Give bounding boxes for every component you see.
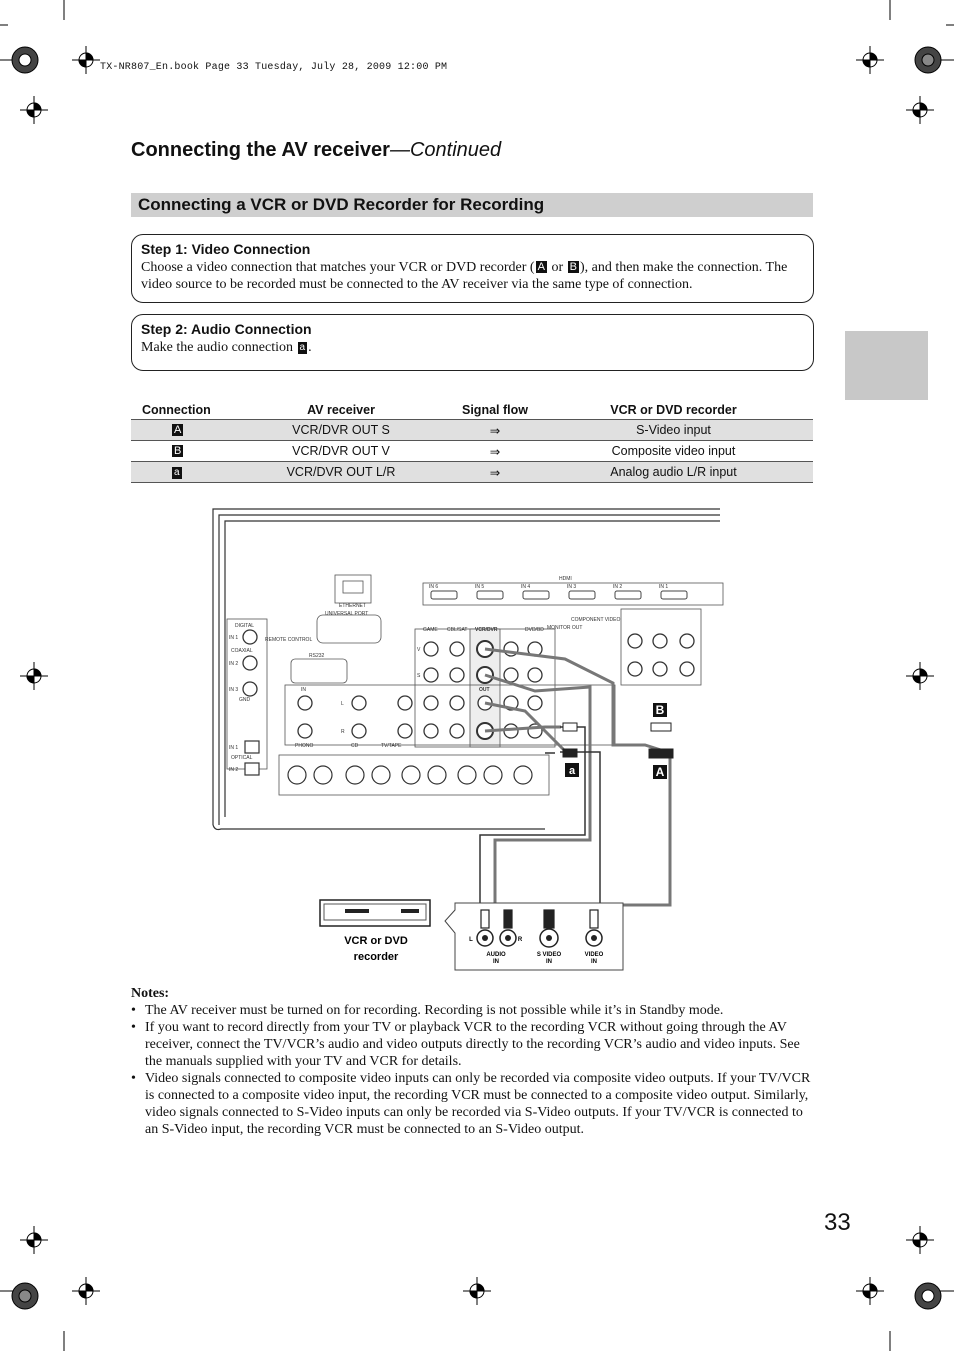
table-key-badge: A: [174, 424, 182, 436]
page-number: 33: [824, 1209, 851, 1236]
page-title-main: Connecting the AV receiver: [131, 139, 390, 161]
table-cell-recorder: Analog audio L/R input: [534, 462, 813, 483]
step2-text-a: Make the audio connection: [141, 340, 297, 355]
panel-label-digital: DIGITAL: [235, 623, 255, 629]
panel-label-tv-tape: TV/TAPE: [381, 743, 402, 749]
table-header-signal-flow: Signal flow: [462, 402, 528, 417]
table-row: [131, 462, 813, 483]
page-title-dash: —: [389, 139, 410, 161]
section-title: Connecting a VCR or DVD Recorder for Recording: [138, 195, 545, 214]
recorder-label-tspan: VCR or DVD: [344, 935, 408, 947]
recorder-label-line: [344, 935, 408, 963]
note-item: • Video signals connected to composite video inputs can only be recorded via composite video outputs. If your TV/VCR is connected to a composite video input, the recording VCR must be connected to a composite video output. Similarly, video signals connected to S-Video inputs can only be recorded via S-Video outputs. If your TV/VCR is connected to an S-Video input, the recording VCR must be connected to an S-Video output.: [131, 1070, 813, 1138]
table-cell-flow: ⇒: [456, 441, 534, 462]
table-header-recorder: VCR or DVD recorder: [610, 402, 737, 417]
table-header-av-receiver: AV receiver: [307, 402, 375, 417]
table-cell-recorder: Composite video input: [534, 441, 813, 462]
panel-label-gnd: GND: [239, 697, 251, 703]
notes-heading: Notes:: [131, 986, 170, 1001]
diagram-key-a: A: [655, 765, 665, 779]
panel-label-component-video: COMPONENT VIDEO: [571, 617, 621, 623]
step2-text: [141, 339, 803, 356]
panel-label-phono: PHONO: [295, 743, 314, 749]
recorder-video-in-2: IN: [591, 959, 597, 965]
table-header-connection: Connection: [142, 402, 211, 417]
panel-label-hdmi: HDMI: [559, 576, 572, 582]
step2-heading: Step 2: Audio Connection: [141, 321, 312, 337]
panel-label-hdmi-in-1: IN 1: [659, 584, 669, 590]
panel-label-optical-in-1: IN 1: [229, 745, 239, 751]
step1-heading: Step 1: Video Connection: [141, 241, 311, 257]
step1-box: [131, 234, 814, 303]
panel-label-vcr-dvr: VCR/DVR: [475, 627, 498, 633]
panel-label-hdmi-in-3: IN 3: [567, 584, 577, 590]
panel-label-ethernet: ETHERNET: [339, 603, 366, 609]
diagram-key-b: B: [655, 703, 665, 717]
table-key-badge: B: [174, 445, 182, 457]
note-item: • The AV receiver must be turned on for recording. Recording is not possible while it’s in Standby mode.: [131, 1002, 813, 1019]
panel-label-rs232: RS232: [309, 653, 325, 659]
panel-label-optical: OPTICAL: [231, 755, 253, 761]
table-cell-receiver: VCR/DVR OUT S: [226, 420, 456, 441]
panel-label-digital-in-3: IN 3: [229, 687, 239, 693]
key-b-badge: B: [569, 261, 577, 273]
panel-label-l: L: [341, 701, 344, 707]
panel-label-hdmi-in-2: IN 2: [613, 584, 623, 590]
panel-label-out: OUT: [479, 687, 490, 693]
step1-text-b: ), and then make the connection. The video source to be recorded must be connected to the AV receiver via the same type of connection.: [141, 260, 788, 292]
diagram-key-small-a: a: [568, 765, 576, 777]
panel-label-hdmi-in-4: IN 4: [521, 584, 531, 590]
panel-label-dvd-bd: DVD/BD: [525, 627, 544, 633]
panel-label-v: V: [417, 647, 421, 653]
panel-label-universal-port: UNIVERSAL PORT: [325, 611, 369, 617]
panel-label-monitor-out: MONITOR OUT: [547, 625, 583, 631]
recorder-label-tspan: recorder: [353, 951, 399, 963]
table-header-row: [131, 400, 813, 420]
step1-text-or: or: [547, 260, 567, 275]
page-title-continued: Continued: [409, 139, 502, 161]
recorder-audio-in-2: IN: [493, 959, 499, 965]
panel-label-r: R: [341, 729, 345, 735]
recorder-jack-panel: [445, 903, 623, 970]
connection-diagram: [205, 505, 725, 975]
key-small-a-badge: a: [299, 342, 306, 353]
panel-label-digital-in-1: IN 1: [229, 635, 239, 641]
recorder-jack-r: R: [517, 937, 523, 943]
panel-label-coaxial: COAXIAL: [231, 648, 253, 654]
panel-label-remote-control: REMOTE CONTROL: [265, 637, 313, 643]
panel-label-in: IN: [301, 687, 306, 693]
table-row: [131, 420, 813, 441]
step1-text: [141, 259, 803, 293]
table-cell-receiver: VCR/DVR OUT V: [226, 441, 456, 462]
panel-label-hdmi-in-5: IN 5: [475, 584, 485, 590]
page-title: [131, 139, 501, 162]
panel-label-cbl-sat: CBL/SAT: [447, 627, 468, 633]
table-cell-receiver: VCR/DVR OUT L/R: [226, 462, 456, 483]
diagram-key-badges: [565, 703, 667, 779]
panel-label-game: GAME: [423, 627, 438, 633]
file-header: TX-NR807_En.book Page 33 Tuesday, July 28, 2009 12:00 PM: [100, 62, 448, 73]
recorder-svideo-in-2: IN: [546, 959, 552, 965]
step2-box: [131, 314, 814, 371]
recorder-audio-in-1: AUDIO: [486, 952, 506, 958]
table-key-badge: a: [174, 467, 180, 478]
step2-text-b: .: [308, 340, 312, 355]
recorder-jack-l: L: [469, 937, 473, 943]
connection-table: [131, 400, 813, 483]
panel-label-digital-in-2: IN 2: [229, 661, 239, 667]
recorder-device: [320, 900, 430, 963]
step1-text-a: Choose a video connection that matches your VCR or DVD recorder (: [141, 260, 535, 275]
recorder-video-in-1: VIDEO: [584, 952, 604, 958]
table-row: [131, 441, 813, 462]
table-cell-recorder: S-Video input: [534, 420, 813, 441]
table-cell-flow: ⇒: [456, 462, 534, 483]
panel-label-hdmi-in-6: IN 6: [429, 584, 439, 590]
panel-label-optical-in-2: IN 2: [229, 767, 239, 773]
panel-label-s: S: [417, 673, 421, 679]
key-a-badge: A: [537, 261, 545, 273]
panel-label-cd: CD: [351, 743, 359, 749]
side-tab: [845, 331, 928, 400]
notes-list: [131, 1002, 813, 1138]
table-cell-flow: ⇒: [456, 420, 534, 441]
recorder-svideo-in-1: S VIDEO: [536, 952, 562, 958]
note-item: • If you want to record directly from your TV or playback VCR to the recording VCR without going through the AV receiver, connect the TV/VCR’s audio and video outputs directly to the recording VCR’s audio and video inputs. See the manuals supplied with your TV and VCR for details.: [131, 1019, 813, 1070]
notes: [131, 985, 813, 1138]
